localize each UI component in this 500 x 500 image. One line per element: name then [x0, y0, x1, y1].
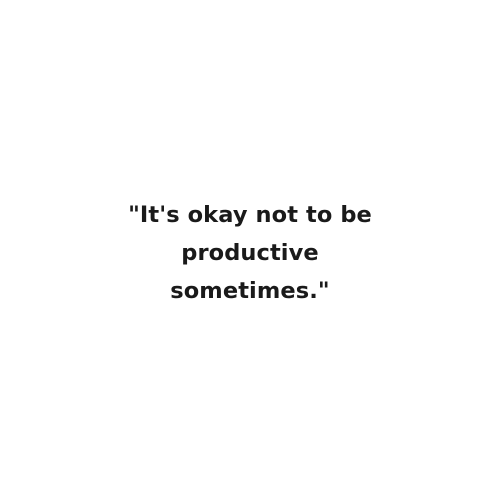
- quote-text: [0, 196, 500, 310]
- quote-line-2: productive: [181, 240, 319, 266]
- quote-line-1: "It's okay not to be: [128, 202, 372, 228]
- quote-line-3: sometimes.": [170, 278, 330, 304]
